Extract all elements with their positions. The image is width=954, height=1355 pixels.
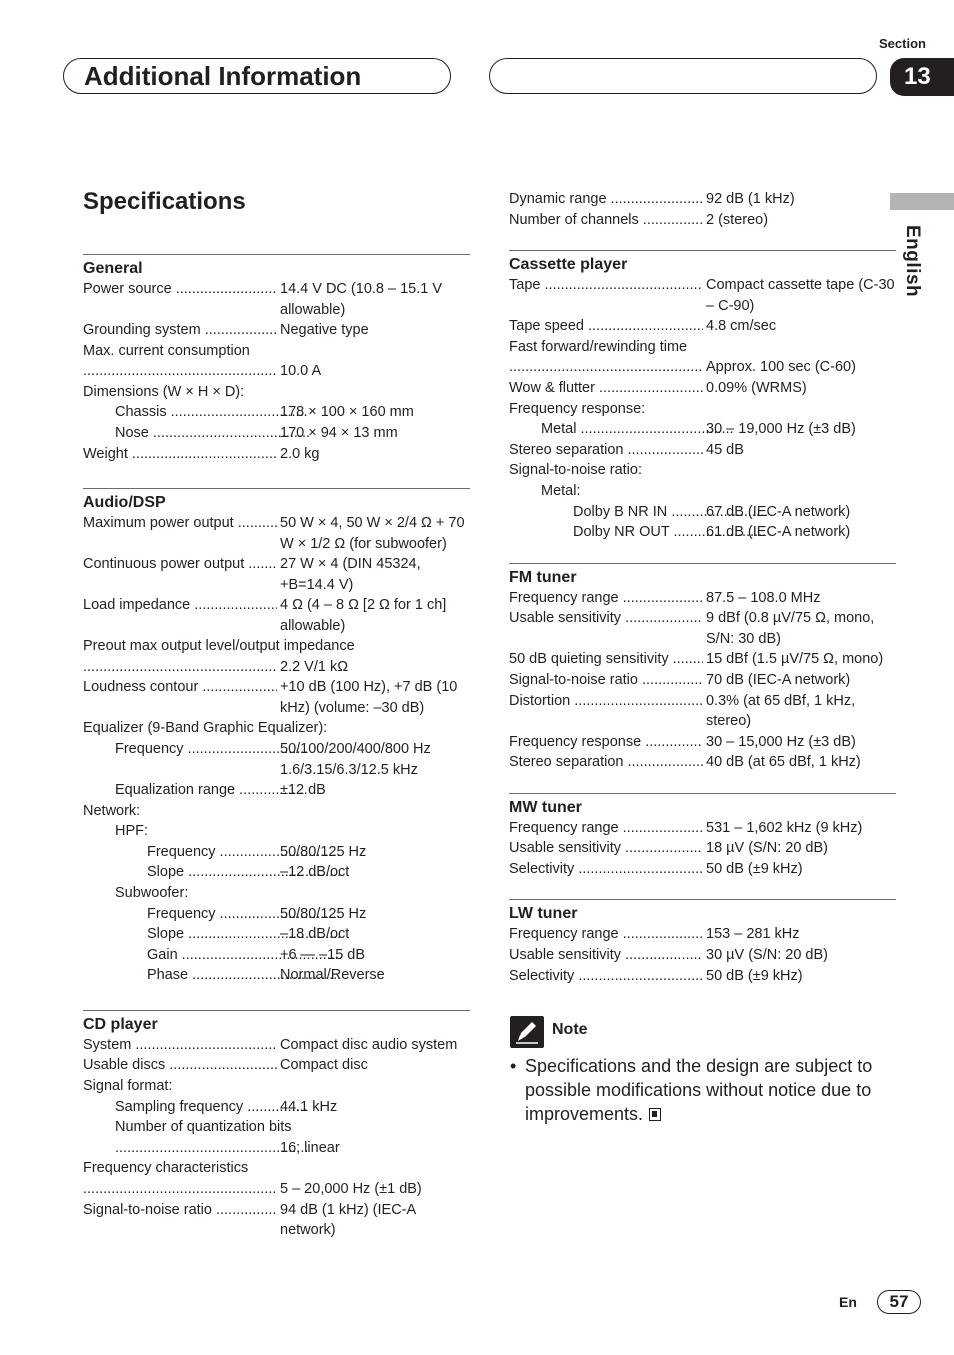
spec-label-text: Selectivity [509, 860, 575, 877]
spec-label [509, 838, 703, 859]
spec-label [83, 1179, 277, 1200]
spec-value: 70 dB (IEC-A network) [706, 671, 851, 688]
spec-label-text: Loudness contour [83, 679, 199, 696]
spec-label-text: Dolby B NR IN [573, 503, 668, 520]
spec-value: 30 – 15,000 Hz (±3 dB) [706, 733, 856, 750]
spec-label-text: Sampling frequency [115, 1098, 244, 1115]
spec-row [83, 1179, 470, 1200]
spec-value: Compact disc audio system [280, 1036, 458, 1053]
spec-label [83, 423, 309, 444]
spec-value: 5 – 20,000 Hz (±1 dB) [280, 1181, 422, 1198]
spec-row [509, 440, 896, 461]
spec-row [83, 1138, 470, 1159]
spec-value: 10.0 A [280, 363, 322, 380]
spec-row [83, 904, 470, 925]
spec-subheading: Dimensions (W × H × D): [83, 383, 245, 400]
spec-label [83, 780, 309, 801]
spec-label-text: Frequency [147, 905, 216, 922]
spec-row [83, 320, 470, 341]
note-text: Specifications and the design are subject to possible modifications without notice due to improvements. [525, 1056, 873, 1124]
spec-row [83, 739, 470, 780]
spec-label [509, 189, 703, 210]
spec-value: 45 dB [706, 441, 744, 458]
spec-value: –18 dB/oct [280, 926, 350, 943]
page-number: 57 [877, 1290, 921, 1314]
spec-label-text: Weight [83, 445, 128, 462]
spec-row [509, 732, 896, 753]
spec-label-text: Grounding system [83, 322, 201, 338]
spec-value: 14.4 V DC (10.8 – 15.1 V allowable) [280, 281, 443, 318]
spec-label-text: Continuous power output [83, 556, 245, 573]
spec-subheading: Equalizer (9-Band Graphic Equalizer): [83, 720, 328, 737]
spec-row [509, 588, 896, 609]
spec-label [83, 1138, 309, 1159]
spec-label-text: Selectivity [509, 967, 575, 984]
spec-label-text: Frequency response [509, 733, 642, 750]
spec-subheading: Subwoofer: [115, 884, 189, 901]
spec-row [83, 423, 470, 444]
spec-row [83, 677, 470, 718]
spec-row [509, 924, 896, 945]
spec-row [509, 818, 896, 839]
language-tab-label: English [902, 225, 923, 298]
spec-label-text: Frequency range [509, 926, 619, 943]
spec-section [509, 563, 896, 773]
spec-label [83, 1035, 277, 1056]
spec-value: +6 — –15 dB [280, 946, 366, 963]
spec-row [509, 419, 896, 440]
spec-label [509, 419, 735, 440]
spec-section-heading: FM tuner [509, 568, 577, 586]
pencil-note-icon [510, 1016, 544, 1048]
spec-label [509, 275, 703, 296]
spec-value: 50 W × 4, 50 W × 2/4 Ω + 70 W × 1/2 Ω (for subwoofer) [280, 515, 465, 552]
spec-row [509, 522, 896, 543]
spec-label [83, 402, 309, 423]
spec-value: 40 dB (at 65 dBf, 1 kHz) [706, 754, 861, 771]
spec-row [83, 924, 470, 945]
spec-value: 44.1 kHz [280, 1098, 338, 1115]
spec-row [509, 210, 896, 231]
spec-label [509, 732, 703, 753]
spec-value: ±12 dB [280, 781, 326, 798]
spec-label-text: Metal [541, 421, 577, 438]
spec-value: 9 dBf (0.8 µV/75 Ω, mono, S/N: 30 dB) [706, 610, 875, 647]
spec-label-text: Number of channels [509, 211, 639, 228]
spec-row [83, 1097, 470, 1118]
spec-row [509, 378, 896, 399]
spec-value: 61 dB (IEC-A network) [706, 524, 851, 541]
spec-subheading: Signal-to-noise ratio: [509, 462, 642, 479]
spec-section [83, 254, 470, 464]
spec-row [509, 649, 896, 670]
spec-label-text: Maximum power output [83, 515, 234, 532]
spec-row [509, 316, 896, 337]
header-title: Additional Information [84, 61, 362, 91]
note-body [510, 1054, 896, 1126]
spec-value: 50/80/125 Hz [280, 843, 367, 860]
spec-row [83, 945, 470, 966]
spec-label [83, 1055, 277, 1076]
spec-row [509, 502, 896, 523]
spec-row [83, 657, 470, 678]
spec-label [83, 513, 277, 534]
spec-label [83, 657, 277, 678]
spec-row [509, 859, 896, 880]
spec-row [83, 1035, 470, 1056]
spec-value: 178 × 100 × 160 mm [280, 404, 414, 421]
spec-value: 50 dB (±9 kHz) [706, 967, 803, 984]
spec-column-right [509, 189, 896, 986]
spec-row [83, 862, 470, 883]
spec-section [509, 250, 896, 543]
spec-label [509, 608, 703, 629]
spec-value: 4.8 cm/sec [706, 318, 777, 335]
spec-label-text: Distortion [509, 692, 571, 709]
spec-value: 87.5 – 108.0 MHz [706, 589, 821, 606]
spec-section-heading: Cassette player [509, 256, 628, 274]
spec-label [509, 440, 703, 461]
spec-label [509, 945, 703, 966]
spec-label-text: Gain [147, 946, 178, 963]
spec-value: 2.0 kg [280, 445, 320, 462]
spec-label [83, 677, 277, 698]
spec-value: 153 – 281 kHz [706, 926, 800, 943]
spec-section [83, 1010, 470, 1241]
spec-value: 4 Ω (4 – 8 Ω [2 Ω for 1 ch] allowable) [280, 597, 447, 634]
spec-section [509, 899, 896, 986]
spec-value: 30 – 19,000 Hz (±3 dB) [706, 421, 856, 438]
spec-label-text: Dynamic range [509, 191, 607, 207]
spec-section-heading: General [83, 260, 143, 277]
page-title: Specifications [83, 188, 246, 215]
spec-label-text: Load impedance [83, 597, 191, 614]
spec-subheading: Fast forward/rewinding time [509, 338, 688, 355]
spec-label [83, 1097, 309, 1118]
spec-value: +10 dB (100 Hz), +7 dB (10 kHz) (volume: –30 dB) [280, 679, 458, 716]
footer-language: En [839, 1294, 857, 1310]
spec-subheading: Preout max output level/output impedance [83, 638, 355, 655]
spec-label [509, 588, 703, 609]
spec-value: 30 µV (S/N: 20 dB) [706, 947, 828, 964]
spec-label-text: Usable sensitivity [509, 840, 622, 857]
spec-section-heading: Audio/DSP [83, 494, 166, 512]
spec-label-text: Signal-to-noise ratio [83, 1201, 212, 1218]
note-label: Note [552, 1021, 588, 1038]
spec-row [83, 402, 470, 423]
note-bullet: • [510, 1056, 517, 1076]
spec-row [509, 670, 896, 691]
spec-label-text: Power source [83, 281, 172, 297]
spec-label [509, 691, 703, 712]
section-number-tab: 13 [890, 58, 954, 96]
spec-row [509, 838, 896, 859]
spec-value: 94 dB (1 kHz) (IEC-A network) [280, 1201, 416, 1239]
spec-label [509, 649, 703, 670]
spec-value: 27 W × 4 (DIN 45324, +B=14.4 V) [280, 556, 421, 593]
spec-subheading: Number of quantization bits [115, 1119, 292, 1136]
spec-subheading: Network: [83, 802, 141, 819]
spec-row [83, 842, 470, 863]
spec-row [509, 691, 896, 732]
spec-value: 50/100/200/400/800 Hz 1.6/3.15/6.3/12.5 kHz [280, 740, 431, 778]
spec-row [509, 966, 896, 987]
spec-label [83, 279, 277, 300]
spec-value: 0.3% (at 65 dBf, 1 kHz, stereo) [706, 692, 856, 730]
spec-row [509, 945, 896, 966]
spec-row [509, 357, 896, 378]
spec-value: Compact disc [280, 1057, 368, 1074]
spec-section [509, 793, 896, 880]
spec-subheading: Frequency response: [509, 400, 646, 417]
note-item [510, 1054, 896, 1126]
pencil-note-icon-graphic [510, 1016, 544, 1048]
spec-row [83, 780, 470, 801]
spec-subheading: Metal: [541, 482, 581, 499]
spec-row [83, 444, 470, 465]
spec-section [509, 189, 896, 230]
spec-subheading: HPF: [115, 823, 149, 840]
spec-label-text: Chassis [115, 404, 167, 421]
spec-subheading: Signal format: [83, 1078, 173, 1095]
spec-label [83, 361, 277, 382]
spec-value: 50 dB (±9 kHz) [706, 860, 803, 877]
spec-label [83, 595, 277, 616]
spec-row [83, 361, 470, 382]
spec-row [509, 752, 896, 773]
spec-value: 15 dBf (1.5 µV/75 Ω, mono) [706, 651, 884, 668]
spec-section [83, 488, 470, 986]
spec-label [83, 320, 277, 341]
spec-label-text: Usable discs [83, 1057, 166, 1074]
spec-label-text: Frequency [147, 843, 216, 860]
spec-value: –12 dB/oct [280, 864, 350, 881]
spec-label [83, 554, 277, 575]
spec-value: 92 dB (1 kHz) [706, 191, 795, 207]
spec-label-text: Stereo separation [509, 441, 624, 458]
spec-row [509, 189, 896, 210]
spec-label [509, 859, 703, 880]
spec-section-heading: LW tuner [509, 905, 578, 923]
spec-row [83, 513, 470, 554]
spec-value: 170 × 94 × 13 mm [280, 424, 398, 441]
spec-row [83, 1055, 470, 1076]
spec-label [83, 444, 277, 465]
spec-label-text: Tape speed [509, 318, 584, 335]
language-tab-bar [890, 193, 954, 210]
spec-label-text: 50 dB quieting sensitivity [509, 651, 669, 668]
spec-label [509, 210, 703, 231]
spec-subheading: Max. current consumption [83, 342, 250, 359]
spec-row [83, 554, 470, 595]
spec-label [509, 378, 703, 399]
spec-label-text: Frequency [115, 740, 184, 757]
spec-label-text: System [83, 1036, 132, 1053]
spec-value: Approx. 100 sec (C-60) [706, 359, 856, 376]
end-mark-icon [649, 1108, 661, 1121]
spec-section-heading: CD player [83, 1015, 158, 1033]
section-label: Section [879, 36, 926, 51]
spec-value: 2.2 V/1 kΩ [280, 658, 349, 675]
spec-label-text: Slope [147, 864, 185, 881]
spec-value: 67 dB (IEC-A network) [706, 503, 851, 520]
spec-label-text: Usable sensitivity [509, 947, 622, 964]
spec-row [83, 279, 470, 320]
spec-label-text: Frequency range [509, 589, 619, 606]
spec-label-text: Dolby NR OUT [573, 524, 670, 541]
spec-value: 16; linear [280, 1139, 340, 1156]
spec-row [509, 275, 896, 316]
spec-label-text: Frequency range [509, 819, 619, 836]
spec-label [509, 670, 703, 691]
spec-value: 531 – 1,602 kHz (9 kHz) [706, 819, 863, 836]
spec-row [83, 1200, 470, 1241]
spec-row [83, 595, 470, 636]
spec-label [509, 924, 703, 945]
spec-label-text: Stereo separation [509, 754, 624, 771]
spec-value: 18 µV (S/N: 20 dB) [706, 840, 828, 857]
spec-label [509, 357, 703, 378]
spec-label [83, 739, 309, 760]
spec-value: 2 (stereo) [706, 211, 769, 228]
spec-value: Compact cassette tape (C-30 – C-90) [706, 277, 895, 314]
spec-value: Normal/Reverse [280, 967, 385, 984]
header-blank-frame [489, 58, 877, 94]
spec-label-text: Slope [147, 926, 185, 943]
spec-label [509, 752, 703, 773]
spec-row [509, 608, 896, 649]
spec-row [83, 965, 470, 986]
spec-value: 0.09% (WRMS) [706, 379, 807, 396]
spec-column-left [83, 254, 470, 1241]
spec-label-text: Wow & flutter [509, 379, 595, 396]
spec-section-heading: MW tuner [509, 798, 582, 816]
spec-label-text: Nose [115, 424, 149, 441]
spec-subheading: Frequency characteristics [83, 1160, 249, 1177]
spec-value: 50/80/125 Hz [280, 905, 367, 922]
spec-label [83, 1200, 277, 1221]
spec-label [509, 818, 703, 839]
spec-label-text: Usable sensitivity [509, 610, 622, 627]
spec-value: Negative type [280, 322, 369, 338]
spec-label-text: Phase [147, 967, 189, 984]
spec-label [509, 316, 703, 337]
spec-label-text: Signal-to-noise ratio [509, 671, 638, 688]
spec-label-text: Tape [509, 277, 541, 294]
spec-label [509, 966, 703, 987]
spec-label-text: Equalization range [115, 781, 236, 798]
